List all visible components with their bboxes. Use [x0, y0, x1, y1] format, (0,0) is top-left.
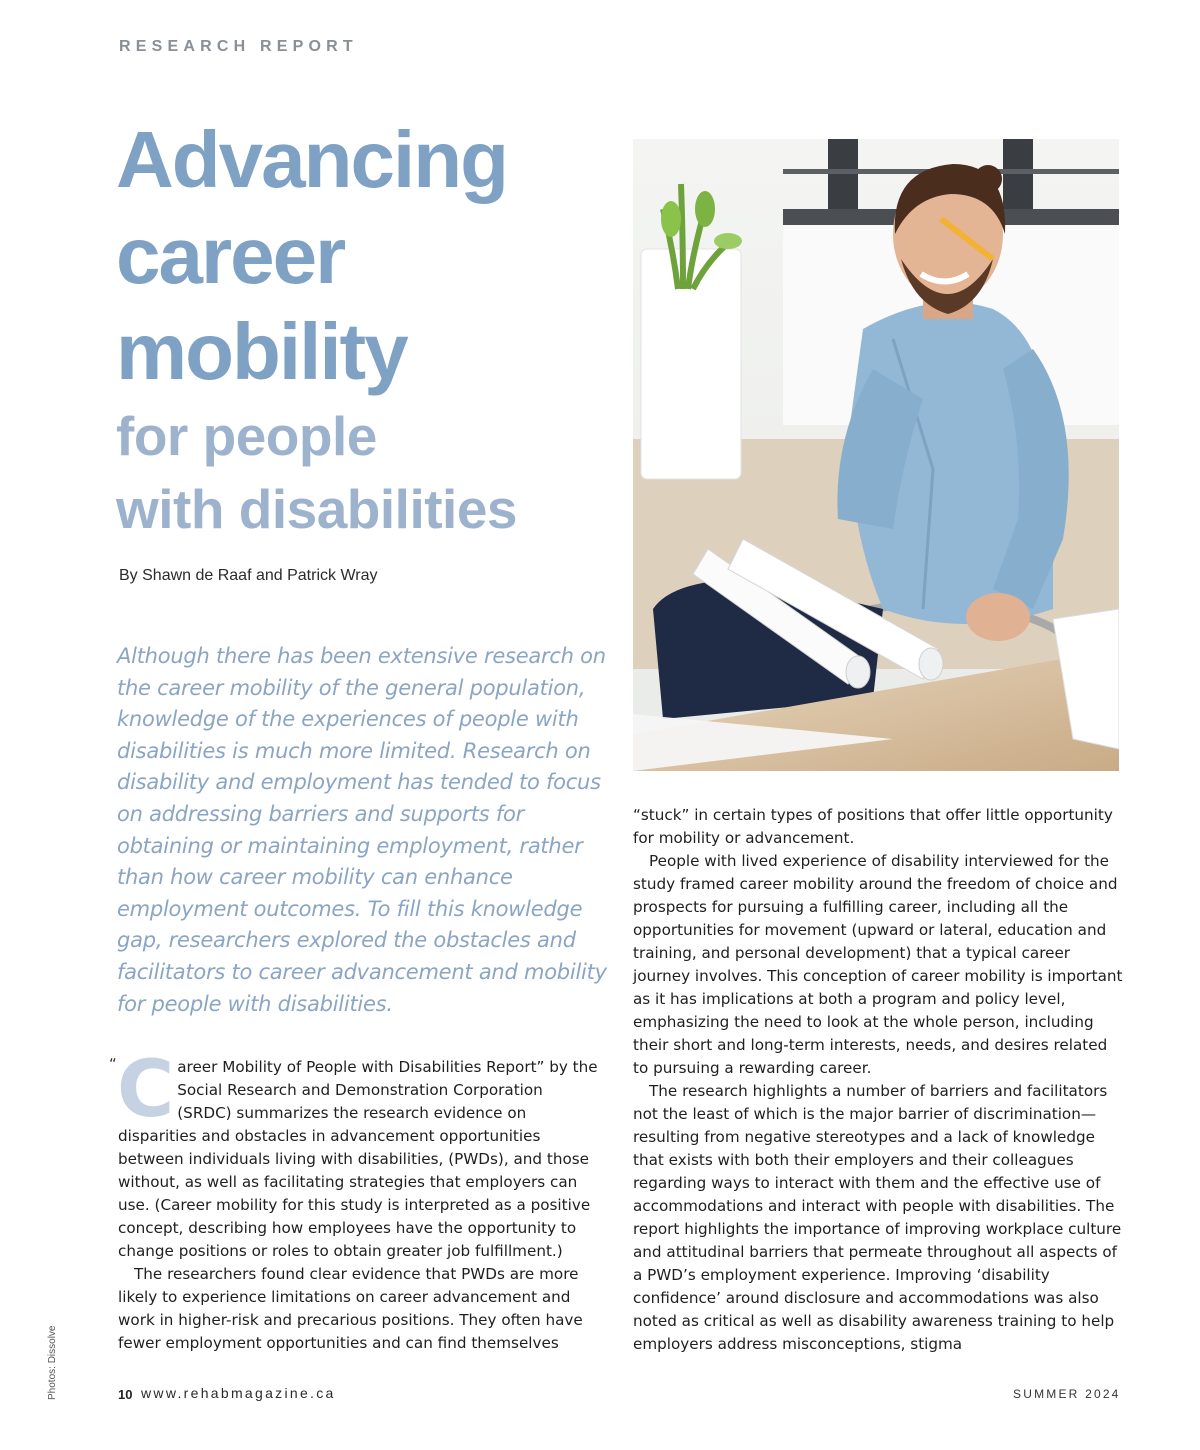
body-column-right [633, 804, 1123, 1356]
drop-cap: C [117, 1045, 175, 1135]
headline-subline: with disabilities [116, 478, 518, 540]
opening-quote-mark: “ [109, 1055, 117, 1073]
headline-line: Advancing [116, 115, 507, 204]
headline-line: career [116, 211, 345, 300]
page-number: 10 [118, 1387, 133, 1402]
body-paragraph: The research highlights a number of barriers and facilitators not the least of which is the major barrier of discrimination— resulting from negative stereotypes and a lack of knowledge that exists with both their employers and their colleagues regarding ways to interact with them and the effective use of accommodations and interact with people with disabilities. The report highlights the importance of improving workplace culture and attitudinal barriers that permeate throughout all aspects of a PWD’s employment experience. Improving ‘disability confidence’ around disclosure and accommodations was also noted as critical as well as disability awareness training to help employers address misconceptions, stigma [633, 1082, 1122, 1353]
body-paragraph: “stuck” in certain types of positions that offer little opportunity for mobility or advancement. [633, 806, 1113, 847]
photo-credit: Photos: Dissolve [47, 1325, 58, 1400]
intro-deck: Although there has been extensive research on the career mobility of the general population, knowledge of the experiences of people with disabilities is much more limited. Research on disability and employment has tended to focus on addressing barriers and supports for obtaining or maintaining employment, rather than how career mobility can enhance employment outcomes. To fill this knowledge gap, researchers explored the obstacles and facilitators to career advancement and mobility for people with disabilities. [117, 644, 607, 1016]
footer-url: www.rehabmagazine.ca [141, 1385, 336, 1401]
body-paragraph: People with lived experience of disability interviewed for the study framed career mobility around the freedom of choice and prospects for pursuing a fulfilling career, including all the opportunities for movement (upward or lateral, education and training, and personal development) that a typical career journey involves. This conception of career mobility is important as it has implications at both a program and policy level, emphasizing the need to look at the whole person, including their short and long-term interests, needs, and desires related to pursuing a rewarding career. [633, 852, 1123, 1077]
section-label: RESEARCH REPORT [119, 38, 358, 55]
headline [116, 112, 517, 546]
body-column-left [109, 1045, 598, 1355]
body-paragraph: The researchers found clear evidence that PWDs are more likely to experience limitations on career advancement and work in higher-risk and precarious positions. They often have fewer employment opportunities and can find themselves [118, 1265, 583, 1352]
headline-subline: for people [116, 405, 377, 467]
body-paragraph [117, 1045, 598, 1263]
byline: By Shawn de Raaf and Patrick Wray [119, 567, 378, 584]
hero-photo [633, 139, 1119, 771]
headline-line: mobility [116, 307, 407, 396]
body-paragraph-text: areer Mobility of People with Disabilities Report” by the Social Research and Demonstration Corporation (SRDC) summarizes the research evidence on disparities and obstacles in advancement opportunities between individuals living with disabilities, (PWDs), and those without, as well as facilitating strategies that employers can use. (Career mobility for this study is interpreted as a positive concept, describing how employees have the opportunity to change positions or roles to obtain greater job fulfillment.) [118, 1058, 598, 1260]
issue-date: SUMMER 2024 [1013, 1387, 1121, 1401]
